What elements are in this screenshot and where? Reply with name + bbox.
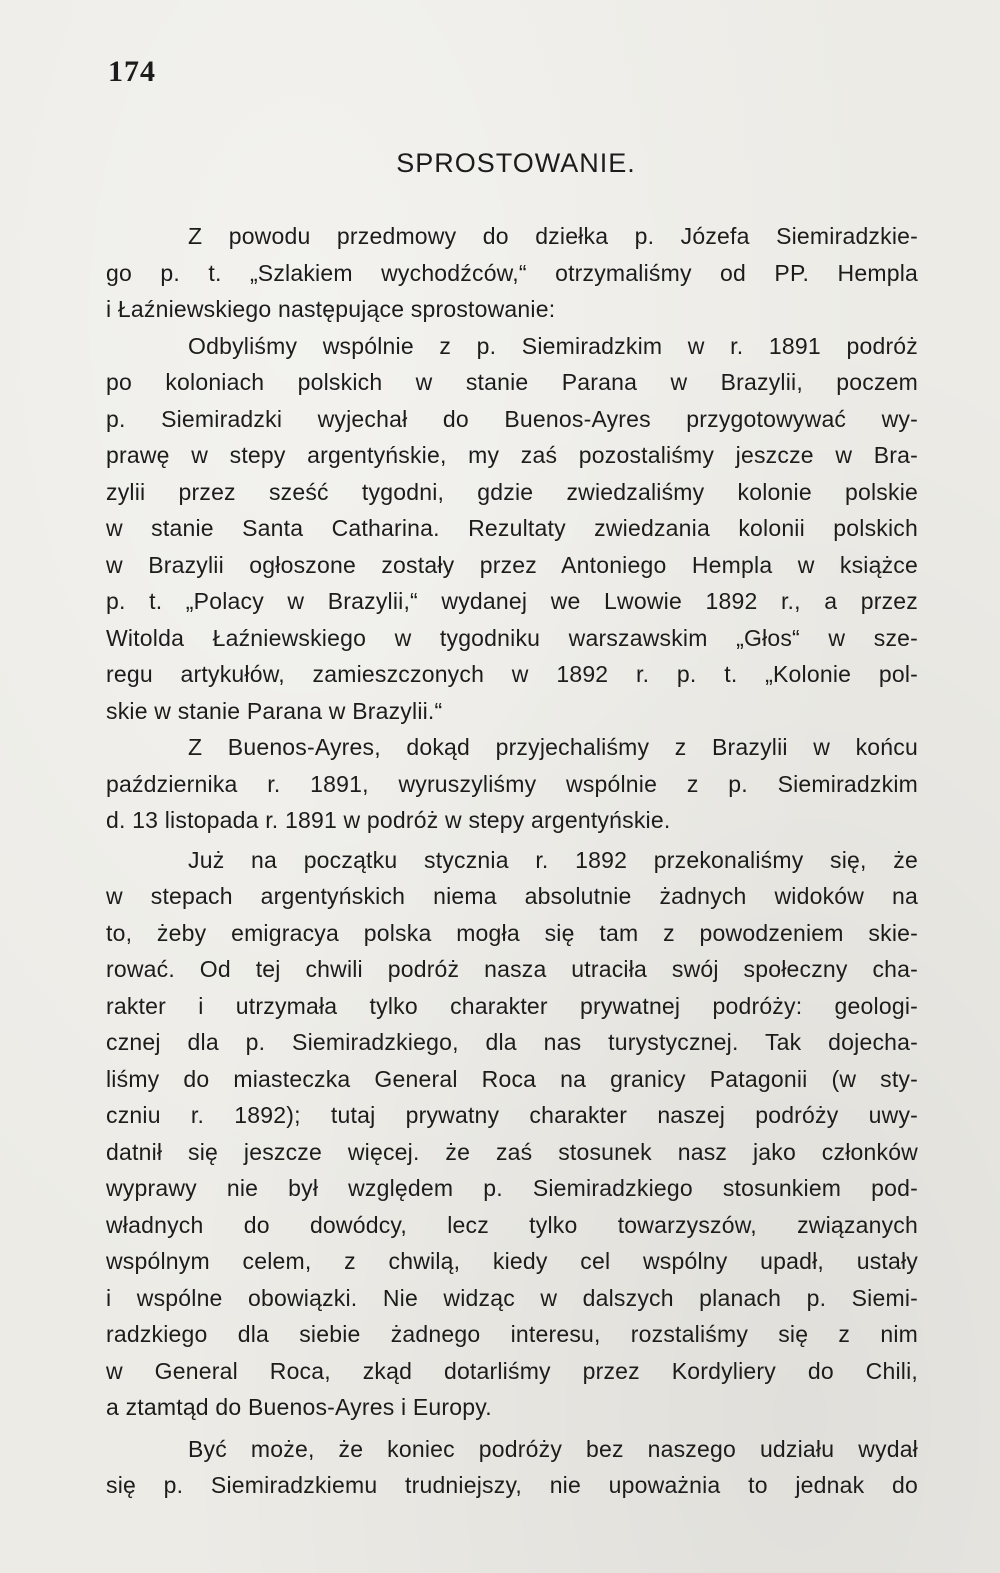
text-line: rakter i utrzymała tylko charakter prywatnej podróży: geologi-: [106, 992, 918, 1019]
text-line: w stepach argentyńskich niema absolutnie żadnych widoków na: [106, 883, 918, 909]
text-line: Odbyliśmy wspólnie z p. Siemiradzkim w r. 1891 podróż: [188, 332, 918, 359]
text-line: Już na początku stycznia r. 1892 przekonaliśmy się, że: [188, 846, 918, 873]
text-line: liśmy do miasteczka General Roca na granicy Patagonii (w sty-: [106, 1065, 918, 1092]
page-title: SPROSTOWANIE.: [396, 148, 636, 178]
text-line: Być może, że koniec podróży bez naszego udziału wydał: [188, 1435, 918, 1462]
body-text: [106, 218, 918, 1504]
text-line: października r. 1891, wyruszyliśmy wspólnie z p. Siemiradzkim: [106, 770, 918, 797]
text-line: skie w stanie Parana w Brazylii.“: [106, 697, 443, 724]
text-line: go p. t. „Szlakiem wychodźców,“ otrzymaliśmy od PP. Hempla: [106, 259, 918, 286]
text-line: Witolda Łaźniewskiego w tygodniku warszawskim „Głos“ w sze-: [106, 624, 918, 651]
text-line: wyprawy nie był względem p. Siemiradzkiego stosunkiem pod-: [106, 1175, 918, 1201]
page-number: 174: [108, 55, 156, 88]
text-line: d. 13 listopada r. 1891 w podróż w stepy argentyńskie.: [106, 807, 671, 833]
text-line: czniu r. 1892); tutaj prywatny charakter naszej podróży uwy-: [106, 1102, 918, 1128]
text-line: władnych do dowódcy, lecz tylko towarzyszów, związanych: [106, 1211, 918, 1238]
text-line: wspólnym celem, z chwilą, kiedy cel wspólny upadł, ustały: [106, 1248, 918, 1274]
text-line: zylii przez sześć tygodni, gdzie zwiedzaliśmy kolonie polskie: [106, 478, 918, 505]
text-line: cznej dla p. Siemiradzkiego, dla nas turystycznej. Tak dojecha-: [106, 1029, 918, 1055]
text-line: po koloniach polskich w stanie Parana w Brazylii, poczem: [106, 369, 918, 395]
text-line: rować. Od tej chwili podróż nasza utraciła swój społeczny cha-: [106, 956, 918, 982]
text-line: datnił się jeszcze więcej. że zaś stosunek nasz jako członków: [106, 1138, 918, 1165]
text-line: i Łaźniewskiego następujące sprostowanie:: [106, 296, 556, 322]
text-line: p. Siemiradzki wyjechał do Buenos-Ayres przygotowywać wy-: [106, 405, 918, 432]
text-line: Z Buenos-Ayres, dokąd przyjechaliśmy z Brazylii w końcu: [188, 734, 918, 760]
text-line: prawę w stepy argentyńskie, my zaś pozostaliśmy jeszcze w Bra-: [106, 442, 918, 468]
text-line: w Brazylii ogłoszone zostały przez Antoniego Hempla w książce: [106, 551, 918, 578]
text-line: to, żeby emigracya polska mogła się tam z powodzeniem skie-: [106, 919, 918, 946]
text-line: p. t. „Polacy w Brazylii,“ wydanej we Lwowie 1892 r., a przez: [106, 588, 918, 614]
text-line: i wspólne obowiązki. Nie widząc w dalszych planach p. Siemi-: [106, 1284, 918, 1311]
text-line: w stanie Santa Catharina. Rezultaty zwiedzania kolonii polskich: [106, 515, 918, 541]
text-line: radzkiego dla siebie żadnego interesu, rozstaliśmy się z nim: [106, 1321, 918, 1347]
text-line: w General Roca, zkąd dotarliśmy przez Kordyliery do Chili,: [106, 1357, 918, 1384]
text-line: regu artykułów, zamieszczonych w 1892 r. p. t. „Kolonie pol-: [106, 661, 918, 687]
text-line: Z powodu przedmowy do dziełka p. Józefa Siemiradzkie-: [188, 223, 918, 249]
text-line: a ztamtąd do Buenos-Ayres i Europy.: [106, 1394, 492, 1420]
text-line: się p. Siemiradzkiemu trudniejszy, nie upoważnia to jednak do: [106, 1472, 918, 1498]
